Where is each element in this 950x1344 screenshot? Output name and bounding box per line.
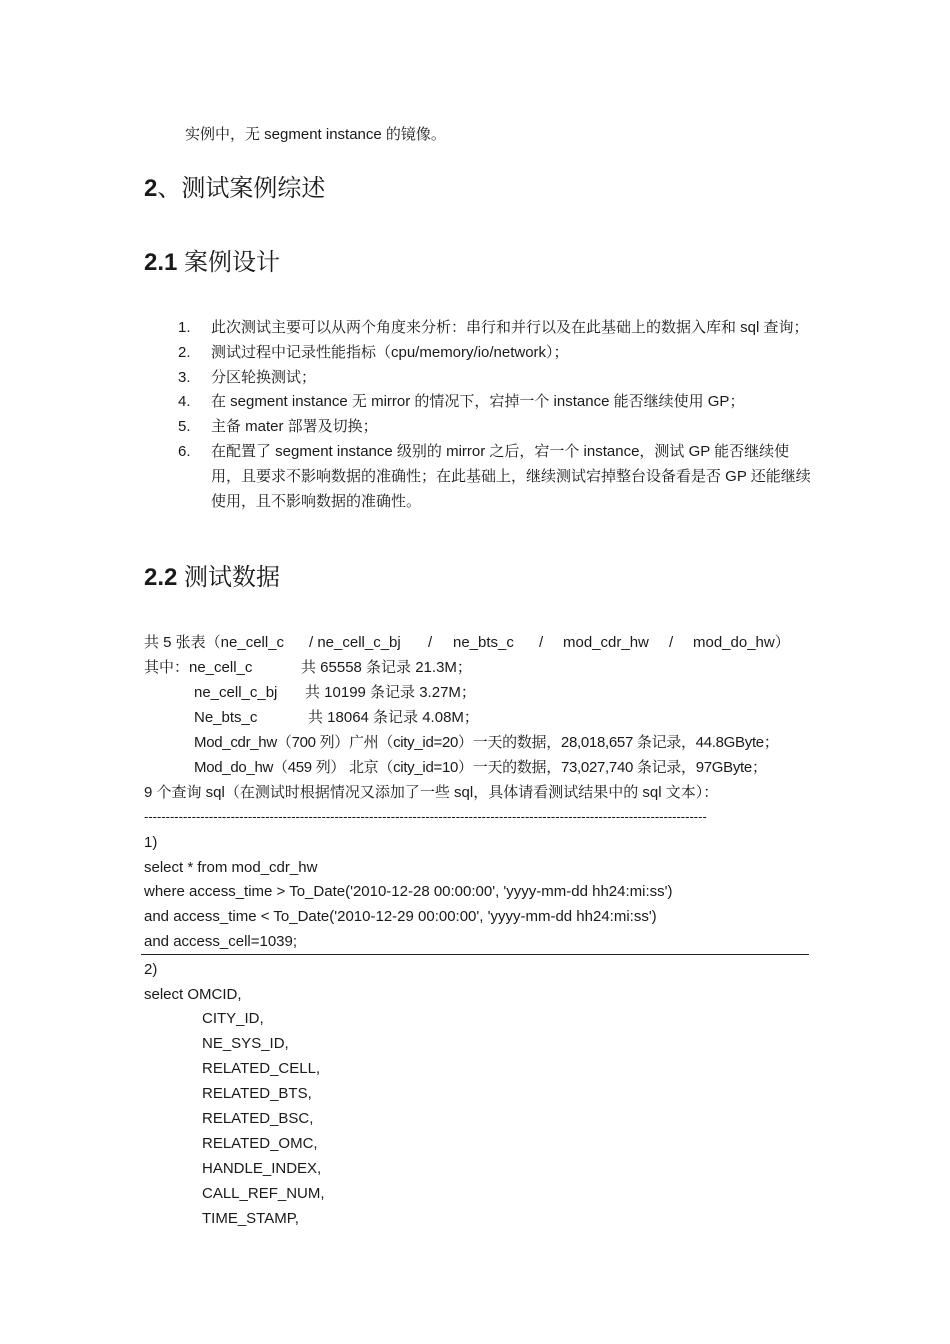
query-1-label: 1) [144,834,158,851]
query-2-column: RELATED_OMC, [202,1135,318,1152]
detail-row-name: ne_cell_c_bj [194,684,278,701]
list-item-number: 2. [178,343,191,361]
section-2-1-number: 2.1 [144,249,178,276]
query-1-line: where access_time > To_Date('2010-12-28 00:00:00', 'yyyy-mm-dd hh24:mi:ss') [144,883,673,900]
list-item [144,366,814,391]
section-2-2-number: 2.2 [144,564,178,591]
section-2-2-title: 测试数据 [177,564,281,591]
list-item-number: 5. [178,418,191,436]
test-case-list [144,316,814,514]
tables-line-separator: / [428,634,433,651]
section-2-number: 2 [144,175,158,202]
list-item-number: 6. [178,442,191,460]
query-2-column: HANDLE_INDEX, [202,1160,322,1177]
query-intro: 9 个查询 sql（在测试时根据情况又添加了一些 sql，具体请看测试结果中的 sql 文本）： [144,784,719,801]
list-item-number: 1. [178,319,191,336]
query-2-column: RELATED_CELL, [202,1060,321,1077]
list-item [144,390,814,415]
intro-line: 实例中，无 segment instance 的镜像。 [185,126,446,143]
dashed-separator: ---------------------------------------------------------------------------------------------------------------------------------- [144,809,707,824]
tables-line-table-2: / ne_cell_c_bj [309,634,401,651]
section-2-title: 、测试案例综述 [157,175,326,202]
mod-do-line: Mod_do_hw（459 列） 北京（city_id=10）一天的数据，73,027,740 条记录，97GByte； [194,759,767,776]
detail-row-info: 共 18064 条记录 4.08M； [308,709,479,726]
tables-line-separator: / [539,634,544,651]
query-1-line: select * from mod_cdr_hw [144,859,318,876]
tables-line-table-4: mod_cdr_hw [563,634,649,651]
query-2-column: RELATED_BSC, [202,1110,314,1127]
query-2-column: RELATED_BTS, [202,1085,312,1102]
section-2-1-heading [144,248,280,278]
list-item [144,341,814,366]
query-2-column: CITY_ID, [202,1010,264,1027]
tables-line-separator: / [669,634,674,651]
horizontal-rule [141,954,809,955]
list-item [144,415,814,440]
list-item [144,440,814,514]
list-item-text: 在 segment instance 无 mirror 的情况下，宕掉一个 instance 能否继续使用 GP； [211,393,745,411]
list-item-text: 主备 mater 部署及切换； [211,418,378,436]
detail-row-name: 其中：ne_cell_c [144,659,253,676]
tables-line-table-3: ne_bts_c [453,634,514,651]
mod-cdr-line: Mod_cdr_hw（700 列）广州（city_id=20）一天的数据，28,018,657 条记录，44.8GByte； [194,734,779,751]
query-2-column: CALL_REF_NUM, [202,1185,325,1202]
query-2-label: 2) [144,961,158,978]
list-item-text: 分区轮换测试； [211,368,317,386]
tables-line-prefix: 共 5 张表（ne_cell_c [144,634,285,651]
query-2-first-line: select OMCID, [144,986,242,1003]
section-2-2-heading [144,563,280,593]
list-item-text: 此次测试主要可以从两个角度来分析：串行和并行以及在此基础上的数据入库和 sql 查询； [211,319,809,336]
list-item-number: 4. [178,393,191,411]
section-2-1-title: 案例设计 [177,249,281,276]
list-item-text: 测试过程中记录性能指标（cpu/memory/io/network）； [211,343,569,361]
query-1-line: and access_cell=1039; [144,933,298,950]
query-1-line: and access_time < To_Date('2010-12-29 00:00:00', 'yyyy-mm-dd hh24:mi:ss') [144,908,657,925]
detail-row-name: Ne_bts_c [194,709,258,726]
list-item-number: 3. [178,368,191,386]
query-2-column: NE_SYS_ID, [202,1035,289,1052]
query-2-column: TIME_STAMP, [202,1210,299,1227]
detail-row-info: 共 10199 条记录 3.27M； [305,684,476,701]
section-2-heading [144,174,325,204]
tables-line-table-5: mod_do_hw） [693,634,790,651]
list-item-text: 在配置了 segment instance 级别的 mirror 之后，宕一个 instance，测试 GP 能否继续使用，且要求不影响数据的准确性；在此基础上，继续测试宕掉整台设备看是否 GP 还能继续使用，且不影响数据的准确性。 [211,442,811,510]
list-item [144,316,814,341]
detail-row-info: 共 65558 条记录 21.3M； [301,659,472,676]
